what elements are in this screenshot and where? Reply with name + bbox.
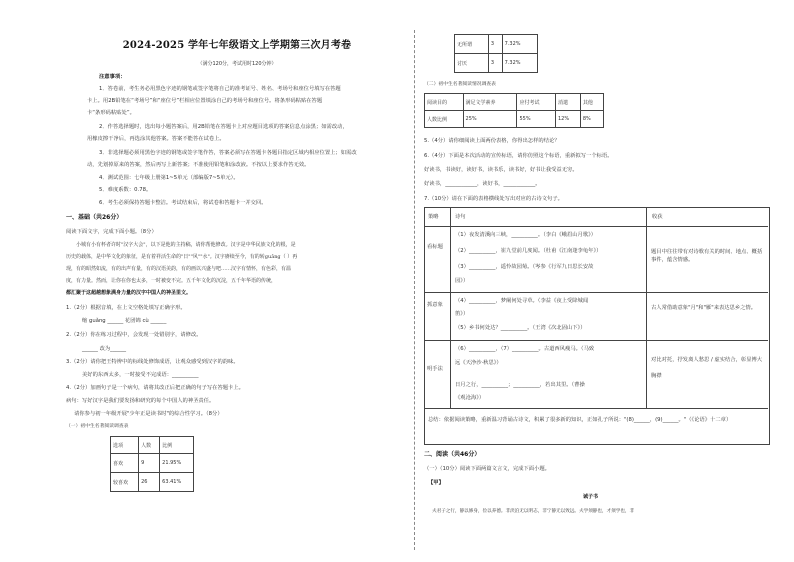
table-rule <box>424 408 768 409</box>
passage-line: 都汇聚于这超越想象满身力量的汉字中国人的神圣里文。 <box>66 290 192 296</box>
table-header-cell: 人数 <box>139 437 160 454</box>
table-row <box>111 473 194 492</box>
table-cell: 3 <box>488 54 502 73</box>
table-rule <box>424 340 768 341</box>
table-rule <box>450 207 451 408</box>
table-row <box>455 54 538 73</box>
passage-line: 历史的载体，是中华文化的象征，是有着祥活生命的"日""风""水"。汉字赓续至今，有的转ɡuǎnɡ（ ）再 <box>66 254 298 260</box>
table-cell: 7.32% <box>502 35 537 54</box>
survey-table-title: （一）初中生名著阅读调查表 <box>66 424 129 429</box>
table-row <box>455 35 538 54</box>
notes-line: 1．答卷前，考生务必用黑色字迹的钢笔或签字笔将自己的准考证号、姓名、考场号和座位号填写在答题 <box>99 86 341 92</box>
answer-line-3[interactable]: 美好的东西太多，一时接受不完成语：__________ <box>82 372 199 378</box>
poem-summary[interactable]: 总结：依据阅读策略，重新温习背诵古诗文，积累了很多新的知识，正如孔子所说："(8)______，(9)______。"（《论语》十二章） <box>428 417 732 423</box>
section-heading: 二、阅读（共46分） <box>424 451 481 458</box>
poem-gain: 古人常借助意象"月"和"雁"来表达思乡之情。 <box>651 305 757 311</box>
section-intro: （一）（10分）阅读下面两篇文言文，完成下面小题。 <box>424 466 550 472</box>
table-cell: 3 <box>488 35 502 54</box>
table-cell: 25% <box>463 111 517 128</box>
answer-line-1[interactable]: 缩 ɡuǎnɡ ______ 花团锦 cù ______ <box>82 318 167 324</box>
question-7: 7.（10分）请在下面的表格横线处写出对应的古诗文句子。 <box>424 196 563 202</box>
classical-text-line: 夫君子之行，静以修身，俭以养德。非淡泊无以明志，非宁静无以致远。夫学须静也，才须学也，非 <box>432 509 635 514</box>
table-cell: 无所谓 <box>455 35 489 54</box>
table-cell: 7.32% <box>502 54 537 73</box>
poem-line[interactable]: （3）__________，遥怜故园菊。（岑参《行军九日思长安故 <box>455 264 594 270</box>
table-cell: 55% <box>517 111 556 128</box>
notes-line: 3．非选择题必须用黑色字迹的钢笔或签字笔作答，答案必须写在答题卡各题目指定区域内相应位置上；如需改 <box>99 150 357 156</box>
question-6-answer[interactable]: 好读书，____________，读好书，____________。 <box>424 181 541 187</box>
notes-line: 动，先划掉原来的答案，然后再写上新答案；不准使用铅笔和涂改液。不按以上要求作答无效。 <box>87 162 310 168</box>
poem-line[interactable]: （1）夜发清溪向三峡，__________。（李白《峨眉山月歌》） <box>455 232 597 238</box>
table-header-cell: 消遣 <box>556 94 581 111</box>
table-cell: 21.95% <box>160 454 194 473</box>
table-cell: 8% <box>580 111 603 128</box>
table-rule <box>424 292 768 293</box>
answer-line-2[interactable]: ______ 改为______ <box>82 346 127 352</box>
table-header-cell: 应付考试 <box>517 94 556 111</box>
question-3: 3.（2分）请你把王特辨中的标线处修饰成语，让观众感受到汉字的韵味。 <box>66 359 239 365</box>
table-header-cell: 比例 <box>160 437 194 454</box>
table-cell: 26 <box>139 473 160 492</box>
table-row <box>111 454 194 473</box>
table-cell: 人数比例 <box>425 111 464 128</box>
notes-line: 5．难度系数：0.78。 <box>99 187 152 193</box>
strategy-label: 抓意象 <box>427 302 443 308</box>
poem-line[interactable]: （4）__________，梦阑何处寻草。（李益《夜上受降城闻 <box>455 298 589 304</box>
section-heading: 一、基础（共26分） <box>66 214 123 221</box>
poem-line: 远《天净沙·秋思》） <box>455 360 502 366</box>
table-header-cell: 其他 <box>580 94 603 111</box>
poem-line[interactable]: （6）__________，（7）__________。古道西风瘦马。（马致 <box>455 346 595 352</box>
poem-line[interactable]: 日月之行，__________；__________，若出其里。（曹操 <box>455 382 585 388</box>
notes-line: 6．考生必须保持答题卡整洁。考试结束后，将试卷和答题卡一并交回。 <box>99 200 267 206</box>
table-cell: 喜欢 <box>111 454 139 473</box>
passage-line: 现，有的昭然如流，有的出声有量，有的汉语美韵，有的画以兴盛与吧……汉字有情怀，有色彩，有温 <box>66 266 292 272</box>
question-5-intro: 请你参与初一年级开展"少年正是读书时"的综合性学习。（8分） <box>74 411 223 417</box>
exam-title: 2024-2025 学年七年级语文上学期第三次月考卷 <box>122 40 352 51</box>
table-row <box>111 437 194 454</box>
table-header-cell: 阅读目的 <box>425 94 464 111</box>
poem-line[interactable]: （5）乡书何处达？__________。（王湾《次北固山下》） <box>455 325 586 331</box>
poem-line: 园》） <box>455 278 469 284</box>
poem-header-gain: 收获 <box>652 214 663 220</box>
poem-line[interactable]: （2）__________，崔九堂前几度闻。（杜甫《江南逢李龟年》） <box>455 248 602 254</box>
reading-purpose-table <box>424 93 604 128</box>
question-5: 5.（4分）请你细阅读上面两份表格，你得出怎样的结论？ <box>424 138 560 144</box>
poem-line: 《观沧海》） <box>455 395 485 401</box>
table-cell: 讨厌 <box>455 54 489 73</box>
notes-line: 2．作答选择题时，选出每小题答案后，用2B铅笔在答题卡上对应题目选项的答案信息点涂黑；如需改动， <box>99 124 348 130</box>
table-cell: 63.41% <box>160 473 194 492</box>
survey-table <box>110 436 194 492</box>
question-6-example: 好读书，书读好，读好书，读书乐，读书好，好书让我受益无穷。 <box>424 167 578 173</box>
poem-line: 笛》） <box>455 311 469 317</box>
strategy-label: 明手法 <box>427 366 443 372</box>
passage-line: 小城有小有杯者许时"汉字大会"，以下是他的主持稿，请你帮他修改。汉字是中华民族文化的根，是 <box>76 242 296 248</box>
poem-header-lines: 诗句 <box>455 214 466 220</box>
table-cell: 9 <box>139 454 160 473</box>
table-header-cell: 选项 <box>111 437 139 454</box>
question-4-sentence: 病句：写好汉字是我们要发扬和研究的每个中国人的神圣责任。 <box>66 398 215 404</box>
text-jia-label: 【甲】 <box>428 480 444 486</box>
question-6: 6.（4分）下面是本次活动的宣传标语，请你仿照这个标语，重新拟写一个标语。 <box>424 153 613 159</box>
notes-line: 卡“条形码粘贴处”。 <box>87 110 135 116</box>
passage-line: 度，有力量。然而，让你在你也太多，一时被变不完。五千年文化的沉淀，五千年华语的传统， <box>66 278 277 284</box>
poem-header-strategy: 策略 <box>428 214 439 220</box>
table-row <box>425 94 604 111</box>
table-header-cell: 满足文学素养 <box>463 94 517 111</box>
question-1: 1.（2分）根据音填，在上文空格处填写正确字形。 <box>66 305 186 311</box>
strategy-label: 看标题 <box>427 244 443 250</box>
section-intro: 阅读下面文字，完成下面小题。（8分） <box>66 229 157 235</box>
notes-line: 4．测试范围：七年级上册第1~5单元（部编版7~5单元）。 <box>99 175 239 181</box>
question-4: 4.（2分）加画句子是一个病句，请将其改正后把正确的句子写在答题卡上。 <box>66 385 244 391</box>
poem-gain: 题目中往往带有对诗歌有关的时间、地点、概括事件，蕴含情感。 <box>651 249 763 263</box>
table-rule <box>424 226 768 227</box>
text-title: 诫子书 <box>583 494 599 500</box>
table-cell: 较喜欢 <box>111 473 139 492</box>
table-row <box>425 111 604 128</box>
question-2: 2.（2分）你在练习过程中，会发现一处错别字，请修改。 <box>66 332 202 338</box>
table-cell: 12% <box>556 111 581 128</box>
exam-subtitle: （满分120分，考试用时120分钟） <box>197 61 277 67</box>
table-rule <box>646 207 647 408</box>
notes-line: 卡上。用2B铅笔在“考场号”和“座位号”栏相应位置填涂自己的考场号和座位号。将条形码粘贴在答题 <box>87 98 323 104</box>
notes-line: 用橡皮擦干净后，再选涂其他答案。答案不能答在试卷上。 <box>87 136 225 142</box>
reading-table-title: （二）初中生名著阅读情况调查表 <box>424 82 496 87</box>
page-divider <box>414 30 415 550</box>
notes-heading: 注意事项： <box>99 74 126 80</box>
survey-table-continued <box>454 34 538 73</box>
poem-gain: 对比对托，抒发离人愁思 / 虚实结合，彰显博大胸襟 <box>651 357 763 379</box>
